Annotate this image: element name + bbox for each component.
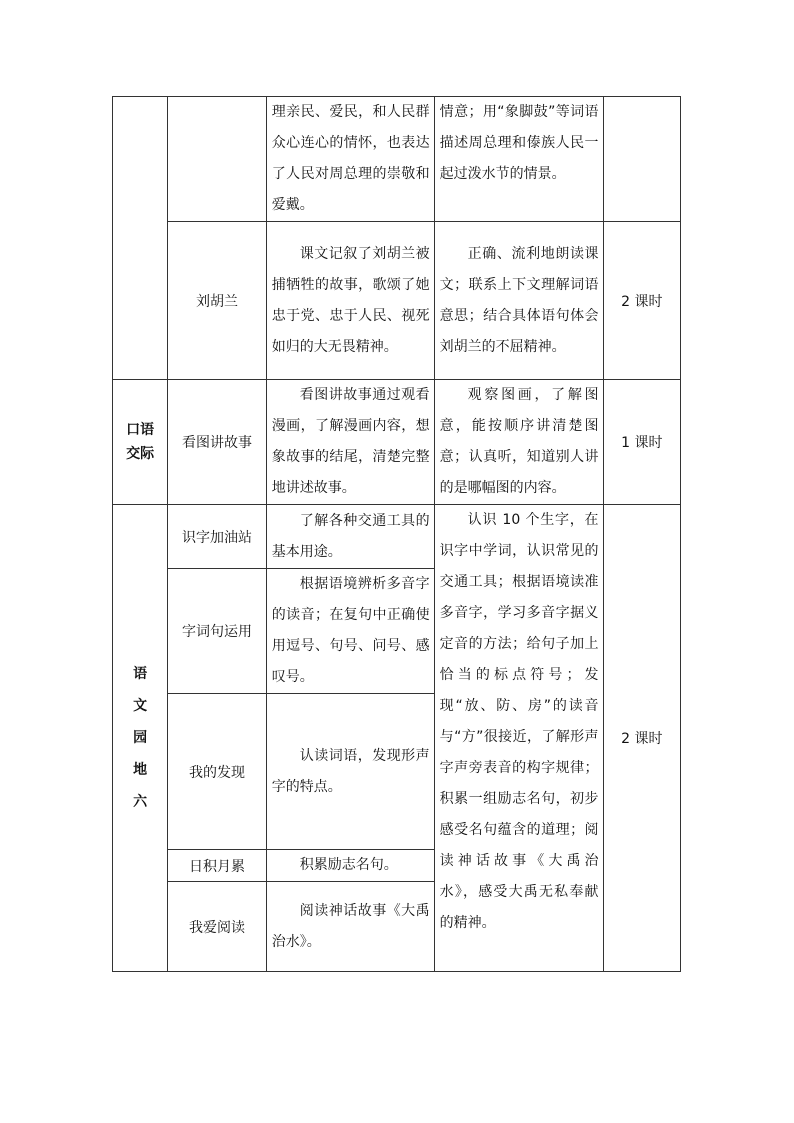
desc-cell: [266, 222, 434, 380]
lesson-title: 字词句运用: [168, 569, 267, 694]
table-row: [113, 380, 681, 505]
unit-cell: [113, 505, 168, 972]
lesson-description: 认读词语，发现形声字的特点。: [271, 747, 430, 795]
lesson-goal: 认识 10 个生字，在识字中学词，认识常见的交通工具；根据语境读准多音字，学习多音字据义定音的方法；给句子加上恰当的标点符号；发现“放、防、房”的读音与“方”很接近，了解形声字声旁表音的构字规律；积累一组励志名句，初步感受名句蕴含的道理；阅读神话故事《大禹治水》，感受大禹无私奉献的精神。: [439, 512, 599, 931]
unit-label-char: 语: [133, 666, 148, 682]
lesson-title: 识字加油站: [168, 505, 267, 569]
desc-cell: [266, 97, 434, 222]
lesson-plan-table: [112, 96, 681, 972]
unit-label-line: 口语: [126, 422, 155, 438]
lesson-time: 2 课时: [603, 222, 680, 380]
desc-cell: [266, 569, 434, 694]
table-row: [113, 505, 681, 569]
title-cell-empty: [168, 97, 267, 222]
desc-cell: [266, 850, 434, 882]
desc-cell: [266, 882, 434, 972]
lesson-title: 日积月累: [168, 850, 267, 882]
lesson-time: 1 课时: [603, 380, 680, 505]
unit-label-char: 地: [133, 762, 148, 778]
lesson-description: 课文记叙了刘胡兰被捕牺牲的故事，歌颂了她忠于党、忠于人民、视死如归的大无畏精神。: [271, 245, 430, 355]
lesson-description: 阅读神话故事《大禹治水》。: [271, 902, 430, 950]
lesson-goal: 正确、流利地朗读课文；联系上下文理解词语意思；结合具体语句体会刘胡兰的不屈精神。: [439, 245, 599, 355]
lesson-description: 理亲民、爱民，和人民群众心连心的情怀，也表达了人民对周总理的崇敬和爱戴。: [271, 104, 430, 213]
lesson-title: 我爱阅读: [168, 882, 267, 972]
unit-label-line: 交际: [126, 446, 155, 462]
lesson-goal: 观察图画，了解图意，能按顺序讲清楚图意；认真听，知道别人讲的是哪幅图的内容。: [439, 387, 599, 496]
unit-label-char: 文: [133, 698, 148, 714]
goal-cell: [434, 505, 603, 972]
lesson-title: 我的发现: [168, 694, 267, 850]
lesson-description: 根据语境辨析多音字的读音；在复句中正确使用逗号、句号、问号、感叹号。: [271, 576, 430, 685]
desc-cell: [266, 505, 434, 569]
lesson-description: 看图讲故事通过观看漫画，了解漫画内容，想象故事的结尾，清楚完整地讲述故事。: [271, 387, 430, 496]
table-row: [113, 97, 681, 222]
goal-cell: [434, 380, 603, 505]
lesson-title: 刘胡兰: [168, 222, 267, 380]
unit-label-char: 六: [133, 794, 148, 810]
unit-cell-empty: [113, 97, 168, 380]
lesson-goal: 情意；用“象脚鼓”等词语描述周总理和傣族人民一起过泼水节的情景。: [439, 104, 599, 182]
lesson-time: 2 课时: [603, 505, 680, 972]
goal-cell: [434, 222, 603, 380]
unit-label-char: 园: [133, 730, 148, 746]
lesson-description: 了解各种交通工具的基本用途。: [271, 512, 430, 560]
goal-cell: [434, 97, 603, 222]
lesson-title: 看图讲故事: [168, 380, 267, 505]
time-cell-empty: [603, 97, 680, 222]
desc-cell: [266, 694, 434, 850]
lesson-description: 积累励志名句。: [299, 857, 398, 873]
table-row: [113, 222, 681, 380]
desc-cell: [266, 380, 434, 505]
unit-cell: [113, 380, 168, 505]
